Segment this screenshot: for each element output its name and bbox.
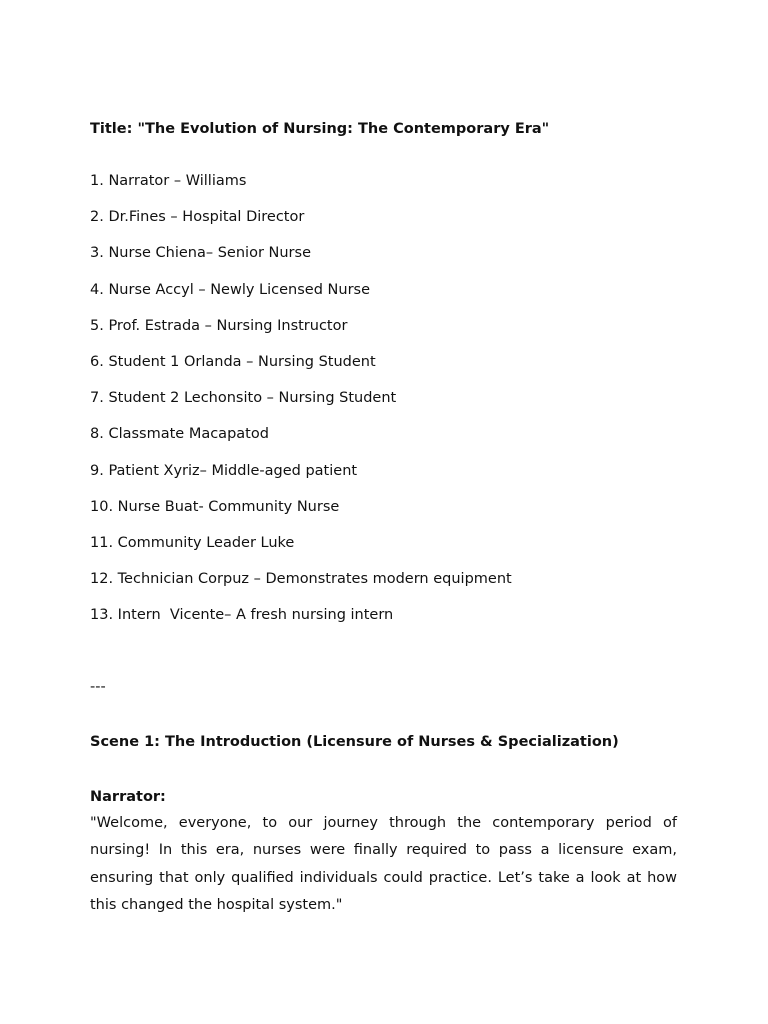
scene-heading: Scene 1: The Introduction (Licensure of Nurses & Specialization) [90, 734, 619, 750]
cast-item: 6. Student 1 Orlanda – Nursing Student [90, 353, 376, 370]
cast-item: 5. Prof. Estrada – Nursing Instructor [90, 317, 348, 334]
document-page [90, 0, 677, 1024]
section-separator: --- [90, 679, 106, 695]
cast-item: 11. Community Leader Luke [90, 534, 295, 551]
cast-item: 8. Classmate Macapatod [90, 426, 269, 443]
dialogue-paragraph: "Welcome, everyone, to our journey through the contemporary period of nursing! In this era, nurses were finally required to pass a licensure exam, ensuring that only qualified individuals could practice. Let’s take a look at how this changed the hospital system." [90, 815, 677, 913]
cast-item: 10. Nurse Buat- Community Nurse [90, 498, 340, 515]
cast-item: 3. Nurse Chiena– Senior Nurse [90, 245, 311, 262]
cast-item: 9. Patient Xyriz– Middle-aged patient [90, 462, 358, 479]
document-title: Title: "The Evolution of Nursing: The Contemporary Era" [90, 121, 550, 137]
speaker-label: Narrator: [90, 789, 166, 805]
cast-item: 1. Narrator – Williams [90, 173, 247, 189]
cast-item: 2. Dr.Fines – Hospital Director [90, 209, 305, 226]
cast-item: 13. Intern Vicente– A fresh nursing intern [90, 607, 394, 624]
cast-item: 7. Student 2 Lechonsito – Nursing Student [90, 390, 397, 407]
cast-item: 12. Technician Corpuz – Demonstrates modern equipment [90, 571, 512, 588]
cast-item: 4. Nurse Accyl – Newly Licensed Nurse [90, 281, 371, 298]
cast-list [90, 172, 512, 642]
